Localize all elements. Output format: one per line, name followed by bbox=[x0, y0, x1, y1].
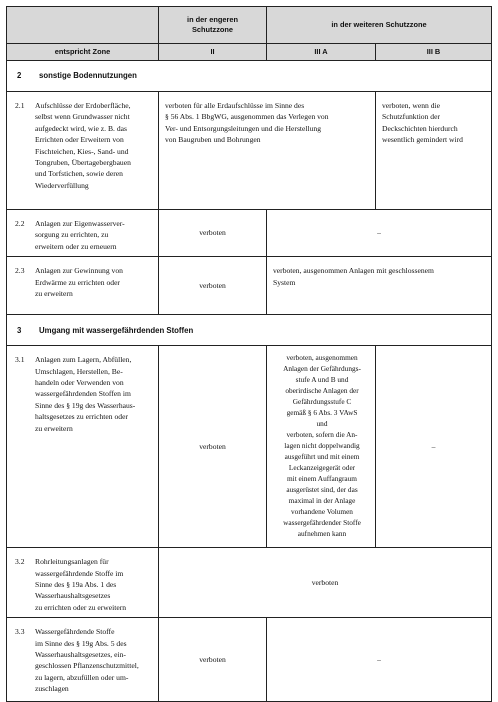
cell-2-2-zone-IIIAB: – bbox=[267, 210, 492, 257]
row-text: Aufschlüsse der Erdoberfläche, selbst wenn Grundwasser nicht aufgedeckt wird, wie z. B. das Errichten oder Erweitern von Fischteichen, Kies-, Sand- und Tongruben, Übertagebergbauen und Torfstichen, sowie deren Wiederverfüllung bbox=[35, 101, 131, 190]
section-heading bbox=[7, 315, 492, 346]
row-label-3-3 bbox=[7, 618, 159, 702]
row-number: 3.3 bbox=[15, 627, 25, 637]
row-label-2-2 bbox=[7, 210, 159, 257]
row-text: Anlagen zum Lagern, Abfüllen, Umschlagen, Herstellen, Be- handeln oder Verwenden von wassergefährdenden Stoffen im Sinne des § 19g des Wasserhaus- haltsgesetzes zu errichten oder zu erweitern bbox=[35, 355, 136, 433]
row-text: Rohrleitungsanlagen für wassergefährdende Stoffe im Sinne des § 19a Abs. 1 des Wasserhaushaltsgesetzes zu errichten oder zu erweitern bbox=[35, 557, 127, 612]
cell-2-3-zone-II: verboten bbox=[159, 257, 267, 315]
row-label-3-1 bbox=[7, 346, 159, 548]
row-number: 3.2 bbox=[15, 557, 25, 567]
cell-2-2-zone-II: verboten bbox=[159, 210, 267, 257]
schutzzonen-table bbox=[6, 6, 492, 702]
table-row bbox=[7, 210, 492, 257]
table-row bbox=[7, 346, 492, 548]
row-label-2-3 bbox=[7, 257, 159, 315]
table-row bbox=[7, 92, 492, 210]
cell-3-3-zone-IIIAB: – bbox=[267, 618, 492, 702]
section-row bbox=[7, 315, 492, 346]
section-row bbox=[7, 61, 492, 92]
cell-2-1-zone-IIIB: verboten, wenn die Schutzfunktion der Deckschichten hierdurch wesentlich gemindert wird bbox=[376, 92, 492, 210]
cell-3-1-zone-IIIA: verboten, ausgenommen Anlagen der Gefährdungs- stufe A und B und oberirdische Anlagen der Gefährdungsstufe C gemäß § 6 Abs. 3 VAwS und verboten, sofern die An- lagen nicht doppelwandig ausgeführt und mit einem Leckanzeigegerät oder mit einem Auffangraum ausgerüstet sind, der das maximal in der Anlage vorhandene Volumen wassergefährdender Stoffe aufnehmen kann bbox=[267, 346, 376, 548]
section-number: 3 bbox=[17, 325, 22, 335]
table-row bbox=[7, 257, 492, 315]
section-heading bbox=[7, 61, 492, 92]
section-number: 2 bbox=[17, 71, 22, 81]
row-text: Anlagen zur Eigenwasserver- sorgung zu errichten, zu erweitern oder zu erneuern bbox=[35, 219, 125, 251]
header-zone-label: entspricht Zone bbox=[7, 44, 159, 61]
header-row-zone-ids bbox=[7, 44, 492, 61]
section-title: sonstige Bodennutzungen bbox=[39, 71, 137, 81]
row-number: 2.2 bbox=[15, 219, 25, 228]
table-row bbox=[7, 548, 492, 618]
cell-3-1-zone-IIIB: – bbox=[376, 346, 492, 548]
cell-3-2-all-zones: verboten bbox=[159, 548, 492, 618]
row-label-3-2 bbox=[7, 548, 159, 618]
header-zone-IIIA: III A bbox=[267, 44, 376, 61]
header-engere-schutzzone: in der engeren Schutzzone bbox=[159, 7, 267, 44]
row-label-2-1 bbox=[7, 92, 159, 210]
row-text: Wassergefährdende Stoffe im Sinne des § 19g Abs. 5 des Wasserhaushaltsgesetzes, ein- geschlossen Pflanzenschutzmittel, zu lagern, abzufüllen oder um- zuschlagen bbox=[35, 627, 139, 694]
header-zone-II: II bbox=[159, 44, 267, 61]
row-number: 2.3 bbox=[15, 266, 25, 276]
table-row bbox=[7, 618, 492, 702]
header-empty-cell bbox=[7, 7, 159, 44]
cell-3-1-zone-II: verboten bbox=[159, 346, 267, 548]
header-row-zones bbox=[7, 7, 492, 44]
header-zone-IIIB: III B bbox=[376, 44, 492, 61]
row-text: Anlagen zur Gewinnung von Erdwärme zu errichten oder zu erweitern bbox=[35, 266, 123, 299]
row-number: 2.1 bbox=[15, 101, 25, 110]
header-weitere-schutzzone: in der weiteren Schutzzone bbox=[267, 7, 492, 44]
cell-3-3-zone-II: verboten bbox=[159, 618, 267, 702]
cell-2-1-zone-II-IIIA: verboten für alle Erdaufschlüsse im Sinne des § 56 Abs. 1 BbgWG, ausgenommen das Verlegen von Ver- und Entsorgungsleitungen und die Herstellung von Baugruben und Bohrungen bbox=[159, 92, 376, 210]
section-title: Umgang mit wassergefährdenden Stoffen bbox=[39, 325, 194, 335]
row-number: 3.1 bbox=[15, 355, 25, 365]
cell-2-3-zone-IIIAB: verboten, ausgenommen Anlagen mit geschlossenem System bbox=[267, 257, 492, 315]
